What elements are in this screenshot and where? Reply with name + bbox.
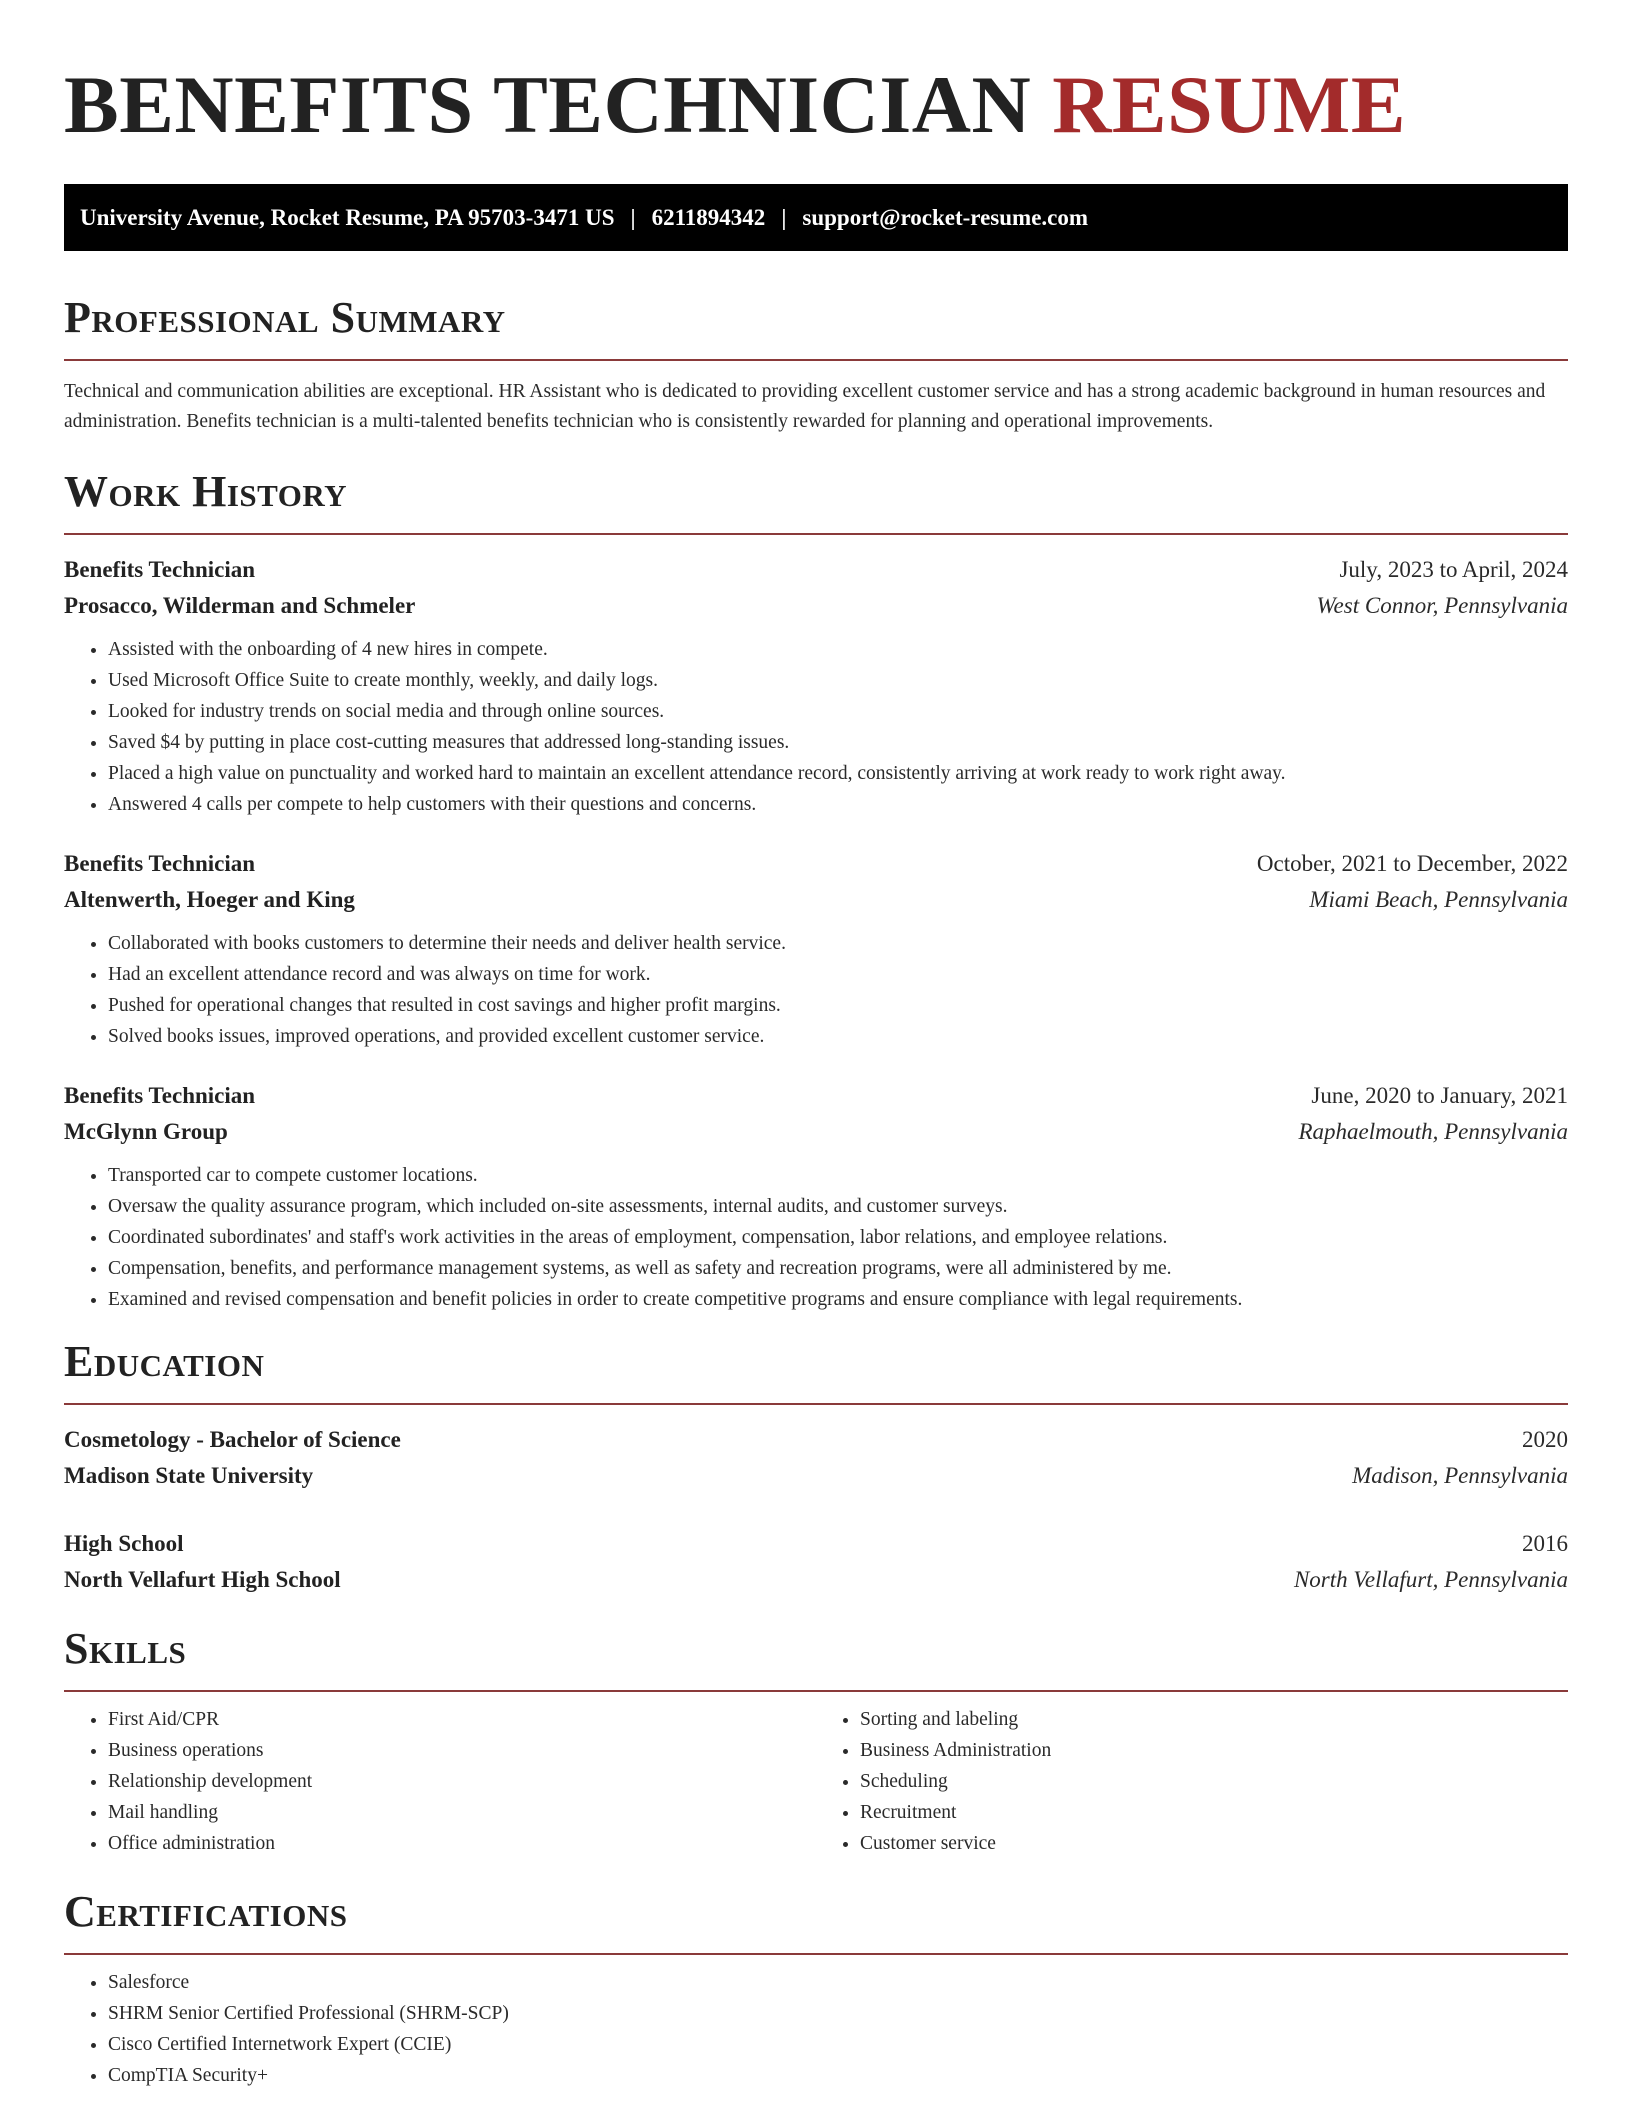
- summary-text: Technical and communication abilities are exceptional. HR Assistant who is dedicated to providing excellent customer service and has a strong academic background in human resources and administration. Benefits technician is a multi-talented benefits technician who is consistently rewarded for planning and operational improvements.: [64, 381, 1546, 432]
- education-section: [64, 1335, 1568, 1598]
- job-company-row: [64, 588, 1568, 624]
- job-entry: [64, 552, 1568, 820]
- job-location: Miami Beach, Pennsylvania: [1309, 887, 1568, 912]
- list-item: • Recruitment: [860, 1797, 1568, 1828]
- contact-phone: 6211894342: [651, 204, 766, 230]
- resume-title: [64, 0, 1568, 155]
- list-item: • Used Microsoft Office Suite to create monthly, weekly, and daily logs.: [108, 665, 1568, 696]
- list-item: • Sorting and labeling: [860, 1704, 1568, 1735]
- job-entry: [64, 846, 1568, 1052]
- summary-section: [64, 291, 1568, 437]
- skills-columns: [64, 1692, 1568, 1859]
- list-item: • Saved $4 by putting in place cost-cutting measures that addressed long-standing issues.: [108, 727, 1568, 758]
- job-bullets: [64, 1160, 1568, 1315]
- skills-section: [64, 1622, 1568, 1859]
- job-header-row: [64, 1078, 1568, 1114]
- list-item: • CompTIA Security+: [108, 2060, 1568, 2091]
- job-company-row: [64, 882, 1568, 918]
- job-company: Altenwerth, Hoeger and King: [64, 887, 355, 912]
- list-item: • Compensation, benefits, and performance management systems, as well as safety and recreation programs, were all administered by me.: [108, 1253, 1568, 1284]
- list-item: • Business Administration: [860, 1735, 1568, 1766]
- list-item: • Transported car to compete customer locations.: [108, 1160, 1568, 1191]
- job-title: Benefits Technician: [64, 557, 256, 582]
- contact-separator: |: [781, 204, 787, 230]
- contact-address: University Avenue, Rocket Resume, PA 95703-3471 US: [80, 204, 615, 230]
- education-school: North Vellafurt High School: [64, 1567, 341, 1592]
- contact-bar: [64, 184, 1568, 251]
- certifications-section: [64, 1885, 1568, 2091]
- job-location: Raphaelmouth, Pennsylvania: [1298, 1119, 1568, 1144]
- list-item: • Had an excellent attendance record and was always on time for work.: [108, 959, 1568, 990]
- education-school-row: [64, 1562, 1568, 1598]
- list-item: • Examined and revised compensation and benefit policies in order to create competitive programs and ensure compliance with legal requirements.: [108, 1284, 1568, 1315]
- job-entry: [64, 1078, 1568, 1315]
- list-item: • Salesforce: [108, 1967, 1568, 1998]
- skills-list-right: [816, 1704, 1568, 1859]
- list-item: • Cisco Certified Internetwork Expert (CCIE): [108, 2029, 1568, 2060]
- job-header-row: [64, 846, 1568, 882]
- job-company: Prosacco, Wilderman and Schmeler: [64, 593, 416, 618]
- skills-heading: Skills: [64, 1622, 1568, 1692]
- skills-list-left: [64, 1704, 816, 1859]
- job-company-row: [64, 1114, 1568, 1150]
- job-dates: October, 2021 to December, 2022: [1256, 851, 1568, 876]
- list-item: • Solved books issues, improved operations, and provided excellent customer service.: [108, 1021, 1568, 1052]
- education-entry: [64, 1526, 1568, 1598]
- education-location: Madison, Pennsylvania: [1352, 1463, 1568, 1488]
- contact-separator: |: [630, 204, 636, 230]
- list-item: • Office administration: [108, 1828, 816, 1859]
- list-item: • Customer service: [860, 1828, 1568, 1859]
- education-heading: Education: [64, 1335, 1568, 1405]
- list-item: • Placed a high value on punctuality and worked hard to maintain an excellent attendance record, consistently arriving at work ready to work right away.: [108, 758, 1568, 789]
- job-company: McGlynn Group: [64, 1119, 228, 1144]
- job-bullets: [64, 634, 1568, 820]
- title-accent: RESUME: [1052, 59, 1407, 150]
- list-item: • Answered 4 calls per compete to help customers with their questions and concerns.: [108, 789, 1568, 820]
- education-degree-row: [64, 1422, 1568, 1458]
- certifications-list: [64, 1967, 1568, 2091]
- job-location: West Connor, Pennsylvania: [1316, 593, 1568, 618]
- work-history-section: [64, 465, 1568, 1315]
- list-item: • Business operations: [108, 1735, 816, 1766]
- list-item: • Relationship development: [108, 1766, 816, 1797]
- list-item: • First Aid/CPR: [108, 1704, 816, 1735]
- list-item: • Mail handling: [108, 1797, 816, 1828]
- list-item: • Oversaw the quality assurance program, which included on-site assessments, internal audits, and customer surveys.: [108, 1191, 1568, 1222]
- work-history-heading: Work History: [64, 465, 1568, 535]
- list-item: • SHRM Senior Certified Professional (SHRM-SCP): [108, 1998, 1568, 2029]
- education-degree: Cosmetology - Bachelor of Science: [64, 1427, 401, 1452]
- job-title: Benefits Technician: [64, 1083, 256, 1108]
- education-school: Madison State University: [64, 1463, 314, 1488]
- job-dates: June, 2020 to January, 2021: [1311, 1083, 1568, 1108]
- education-degree: High School: [64, 1531, 184, 1556]
- list-item: • Coordinated subordinates' and staff's work activities in the areas of employment, compensation, labor relations, and employee relations.: [108, 1222, 1568, 1253]
- list-item: • Collaborated with books customers to determine their needs and deliver health service.: [108, 928, 1568, 959]
- summary-heading: Professional Summary: [64, 291, 1568, 361]
- contact-email: support@rocket-resume.com: [802, 204, 1089, 230]
- list-item: • Looked for industry trends on social media and through online sources.: [108, 696, 1568, 727]
- job-header-row: [64, 552, 1568, 588]
- education-location: North Vellafurt, Pennsylvania: [1293, 1567, 1568, 1592]
- job-title: Benefits Technician: [64, 851, 256, 876]
- education-school-row: [64, 1458, 1568, 1494]
- education-year: 2016: [1522, 1531, 1568, 1556]
- education-year: 2020: [1522, 1427, 1568, 1452]
- certifications-heading: Certifications: [64, 1885, 1568, 1955]
- list-item: • Scheduling: [860, 1766, 1568, 1797]
- education-degree-row: [64, 1526, 1568, 1562]
- job-dates: July, 2023 to April, 2024: [1339, 557, 1568, 582]
- list-item: • Pushed for operational changes that resulted in cost savings and higher profit margins.: [108, 990, 1568, 1021]
- list-item: • Assisted with the onboarding of 4 new hires in compete.: [108, 634, 1568, 665]
- education-entry: [64, 1422, 1568, 1494]
- job-bullets: [64, 928, 1568, 1052]
- title-main: BENEFITS TECHNICIAN: [64, 59, 1032, 150]
